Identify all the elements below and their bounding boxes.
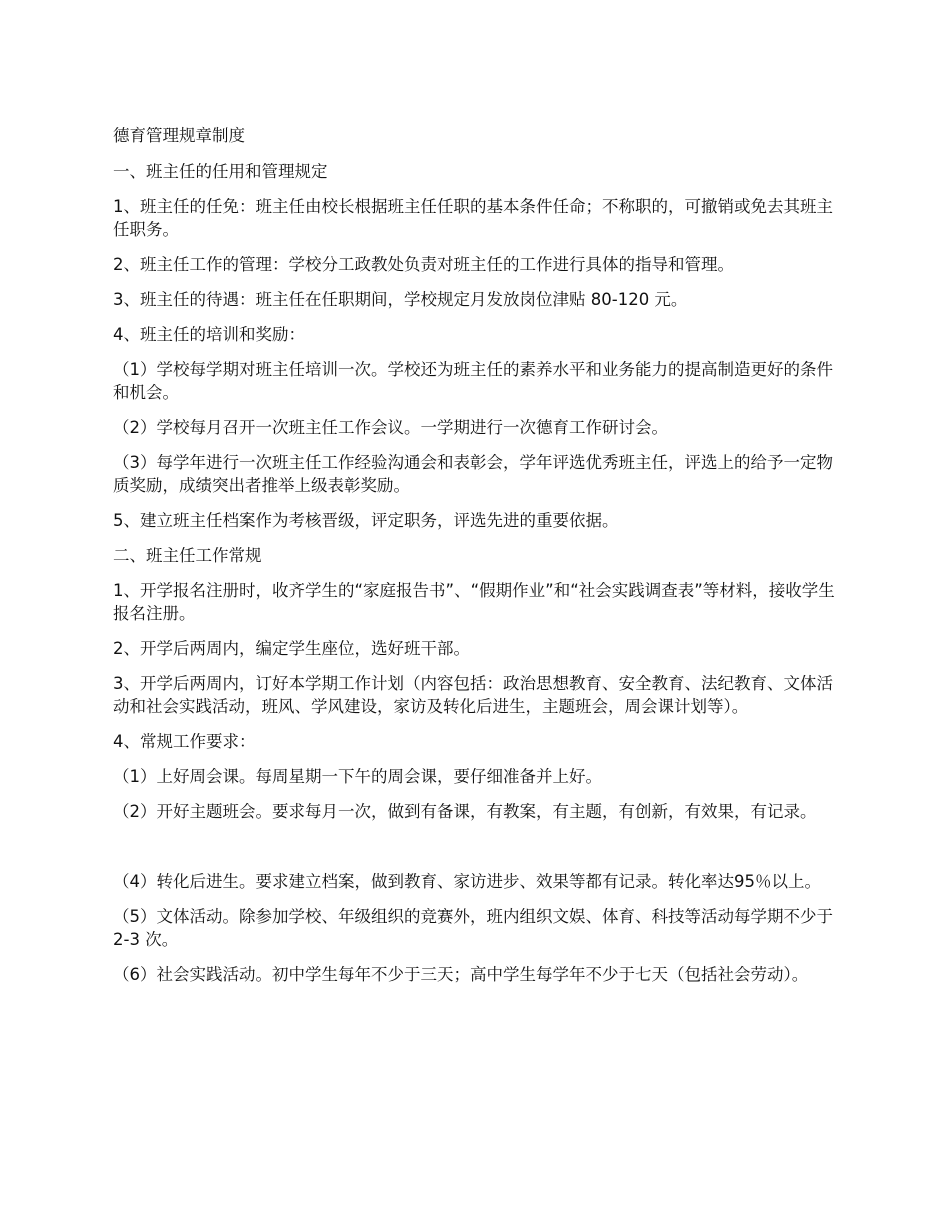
blank-gap [113,835,841,870]
paragraph: （6）社会实践活动。初中学生每年不少于三天；高中学生每学年不少于七天（包括社会劳动）。 [113,965,809,984]
paragraph: （4）转化后进生。要求建立档案，做到教育、家访进步、效果等都有记录。转化率达95％以上。 [113,872,821,891]
paragraph: 1、班主任的任免：班主任由校长根据班主任任职的基本条件任命；不称职的，可撤销或免去其班主任职务。 [113,197,833,239]
paragraph: 2、班主任工作的管理：学校分工政教处负责对班主任的工作进行具体的指导和管理。 [113,255,734,274]
paragraph: （1）上好周会课。每周星期一下午的周会课，要仔细准备并上好。 [113,767,602,786]
paragraph: （3）每学年进行一次班主任工作经验沟通会和表彰会，学年评选优秀班主任，评选上的给予一定物质奖励，成绩突出者推举上级表彰奖励。 [113,453,833,495]
paragraph: 4、班主任的培训和奖励： [113,325,305,344]
paragraph: （5）文体活动。除参加学校、年级组织的竞赛外，班内组织文娱、体育、科技等活动每学期不少于 2-3 次。 [113,907,833,949]
paragraph: （1）学校每学期对班主任培训一次。学校还为班主任的素养水平和业务能力的提高制造更好的条件和机会。 [113,360,833,402]
document-body [113,124,841,998]
paragraph: 3、开学后两周内，订好本学期工作计划（内容包括：政治思想教育、安全教育、法纪教育、文体活动和社会实践活动，班风、学风建设，家访及转化后进生，主题班会，周会课计划等）。 [113,674,833,716]
paragraph: （2）学校每月召开一次班主任工作会议。一学期进行一次德育工作研讨会。 [113,418,668,437]
document-title: 德育管理规章制度 [113,126,245,145]
paragraph: 1、开学报名注册时，收齐学生的“家庭报告书”、“假期作业”和“社会实践调查表”等材料，接收学生报名注册。 [113,581,835,623]
paragraph: （2）开好主题班会。要求每月一次，做到有备课，有教案，有主题，有创新，有效果，有记录。 [113,802,817,821]
paragraph: 4、常规工作要求： [113,732,256,751]
paragraph: 3、班主任的待遇：班主任在任职期间，学校规定月发放岗位津贴 80-120 元。 [113,290,688,309]
section-heading-1: 一、班主任的任用和管理规定 [113,162,328,181]
section-heading-2: 二、班主任工作常规 [113,546,262,565]
paragraph: 2、开学后两周内，编定学生座位，选好班干部。 [113,639,470,658]
paragraph: 5、建立班主任档案作为考核晋级，评定职务，评选先进的重要依据。 [113,511,619,530]
